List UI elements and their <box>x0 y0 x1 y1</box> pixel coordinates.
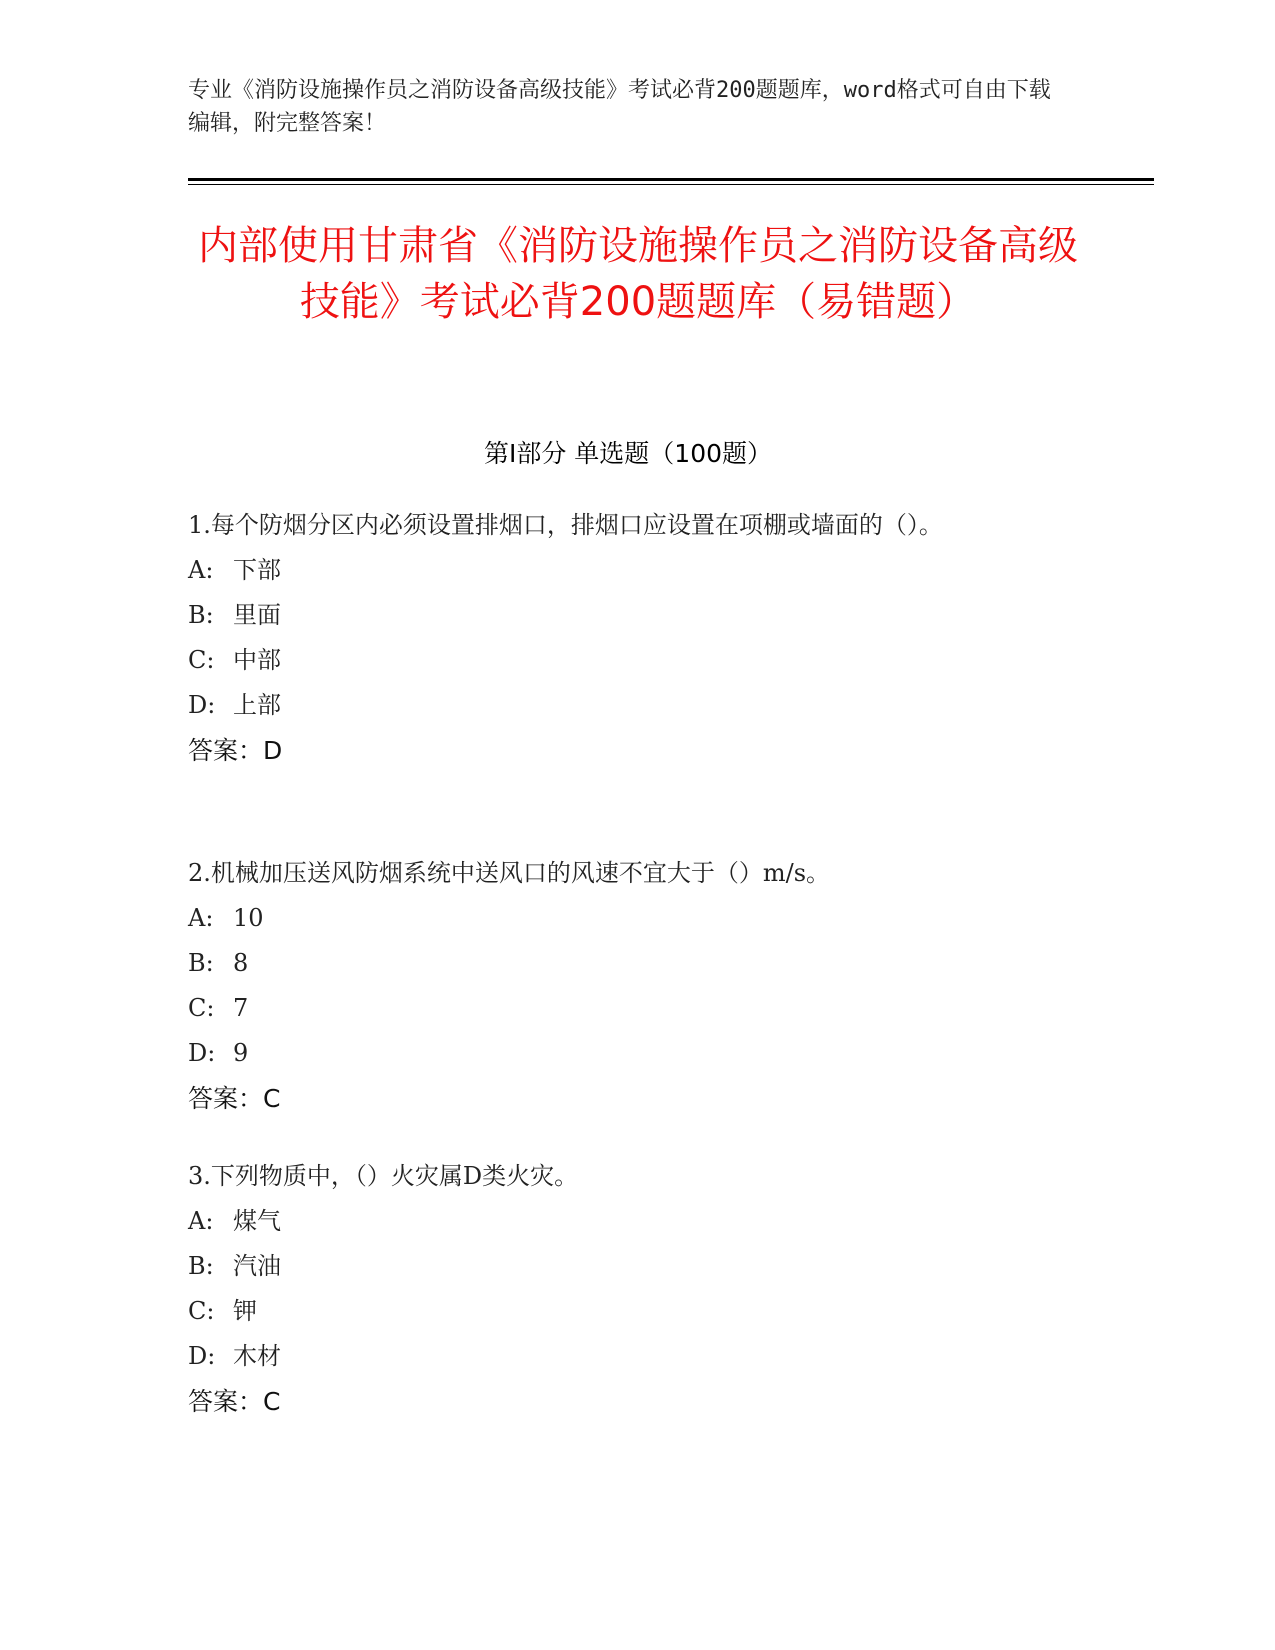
option-text: 10 <box>233 904 264 932</box>
question-stem: 2.机械加压送风防烟系统中送风口的风速不宜大于（）m/s。 <box>188 859 831 887</box>
question-stem: 3.下列物质中，（）火灾属D类火灾。 <box>188 1162 579 1190</box>
option-text: 8 <box>233 949 249 977</box>
header-divider-thick <box>188 178 1154 181</box>
option-label: C: <box>188 646 215 674</box>
option-label: B: <box>188 601 214 629</box>
option-label: C: <box>188 1297 215 1325</box>
option <box>188 1334 1068 1379</box>
answer-line: 答案：D <box>188 736 283 765</box>
question-block <box>188 1154 1068 1424</box>
option-label: C: <box>188 994 215 1022</box>
question-stem: 1.每个防烟分区内必须设置排烟口，排烟口应设置在项棚或墙面的（）。 <box>188 511 943 539</box>
option-text: 9 <box>233 1039 249 1067</box>
option <box>188 683 1068 728</box>
option <box>188 548 1068 593</box>
option-label: D: <box>188 1039 216 1067</box>
option-label: D: <box>188 1342 216 1370</box>
question-block <box>188 503 1068 773</box>
option-text: 木材 <box>233 1342 281 1370</box>
option-text: 下部 <box>233 556 281 584</box>
question-block <box>188 851 1068 1121</box>
option <box>188 1199 1068 1244</box>
option <box>188 1031 1068 1076</box>
option-text: 中部 <box>233 646 281 674</box>
option-label: B: <box>188 949 214 977</box>
option-text: 汽油 <box>233 1252 281 1280</box>
option-text: 煤气 <box>233 1207 281 1235</box>
section-heading: 第Ⅰ部分 单选题（100题） <box>483 439 773 468</box>
header-divider-thin <box>188 184 1154 185</box>
option-label: A: <box>188 556 214 584</box>
option <box>188 1289 1068 1334</box>
option <box>188 986 1068 1031</box>
option-text: 钾 <box>233 1297 257 1325</box>
option <box>188 941 1068 986</box>
option-label: A: <box>188 1207 214 1235</box>
document-title: 内部使用甘肃省《消防设施操作员之消防设备高级技能》考试必背200题题库（易错题） <box>198 223 1078 325</box>
option <box>188 896 1068 941</box>
answer-line: 答案：C <box>188 1387 281 1416</box>
option-label: D: <box>188 691 216 719</box>
option-label: B: <box>188 1252 214 1280</box>
option <box>188 593 1068 638</box>
answer-line: 答案：C <box>188 1084 281 1113</box>
option <box>188 1244 1068 1289</box>
option-text: 上部 <box>233 691 281 719</box>
option-label: A: <box>188 904 214 932</box>
option <box>188 638 1068 683</box>
option-text: 里面 <box>233 601 281 629</box>
header-note: 专业《消防设施操作员之消防设备高级技能》考试必背200题题库，word格式可自由下载编辑，附完整答案！ <box>188 78 1051 136</box>
option-text: 7 <box>233 994 249 1022</box>
